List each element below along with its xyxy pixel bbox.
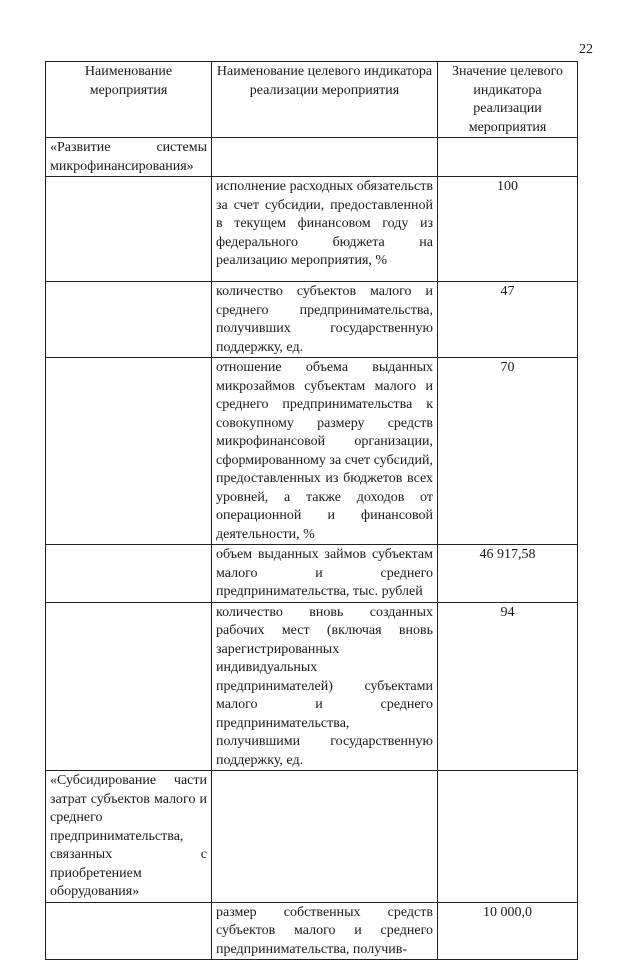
table-row xyxy=(46,177,578,282)
indicators-table xyxy=(45,61,578,960)
cell-event: «Субсидирование части затрат субъектов малого и среднего предпринимательства, связанных с приобретением оборудования» xyxy=(46,771,212,903)
cell-value: 46 917,58 xyxy=(438,545,578,603)
table-row xyxy=(46,602,578,771)
table-row xyxy=(46,771,578,903)
cell-indicator: объем выданных займов субъектам малого и среднего предпринимательства, тыс. рублей xyxy=(212,545,438,603)
table-row xyxy=(46,902,578,960)
cell-indicator: количество вновь созданных рабочих мест (включая вновь зарегистрированных индивидуальных предпринимателей) субъектами малого и среднего предпринимательства, получившими государственную поддержку, ед. xyxy=(212,602,438,771)
header-indicator: Наименование целевого индикатора реализации мероприятия xyxy=(212,62,438,138)
header-value: Значение целевого индикатора реализации мероприятия xyxy=(438,62,578,138)
cell-event xyxy=(46,545,212,603)
cell-value: 94 xyxy=(438,602,578,771)
cell-value: 47 xyxy=(438,282,578,358)
table-row xyxy=(46,545,578,603)
cell-value: 70 xyxy=(438,358,578,545)
table-header-row xyxy=(46,62,578,138)
cell-event xyxy=(46,282,212,358)
cell-event xyxy=(46,602,212,771)
cell-event xyxy=(46,177,212,282)
table-row xyxy=(46,358,578,545)
cell-indicator: отношение объема выданных микрозаймов субъектам малого и среднего предпринимательства к совокупному размеру средств микрофинансовой организации, сформированному за счет субсидий, предоставленных из бюджетов всех уровней, а также доходов от операционной и финансовой деятельности, % xyxy=(212,358,438,545)
cell-value xyxy=(438,138,578,177)
cell-event xyxy=(46,902,212,960)
cell-indicator: исполнение расходных обязательств за счет субсидии, предоставленной в текущем финансовом году из федерального бюджета на реализацию мероприятия, % xyxy=(212,177,438,282)
page-number: 22 xyxy=(579,42,593,57)
cell-value xyxy=(438,771,578,903)
header-event: Наименование мероприятия xyxy=(46,62,212,138)
table-row xyxy=(46,282,578,358)
cell-value: 100 xyxy=(438,177,578,282)
cell-indicator: размер собственных средств субъектов малого и среднего предпринимательства, получив- xyxy=(212,902,438,960)
table-row xyxy=(46,138,578,177)
cell-indicator: количество субъектов малого и среднего предпринимательства, получивших государственную поддержку, ед. xyxy=(212,282,438,358)
cell-indicator xyxy=(212,771,438,903)
cell-value: 10 000,0 xyxy=(438,902,578,960)
cell-event: «Развитие системы микрофинансирования» xyxy=(46,138,212,177)
cell-indicator xyxy=(212,138,438,177)
cell-event xyxy=(46,358,212,545)
